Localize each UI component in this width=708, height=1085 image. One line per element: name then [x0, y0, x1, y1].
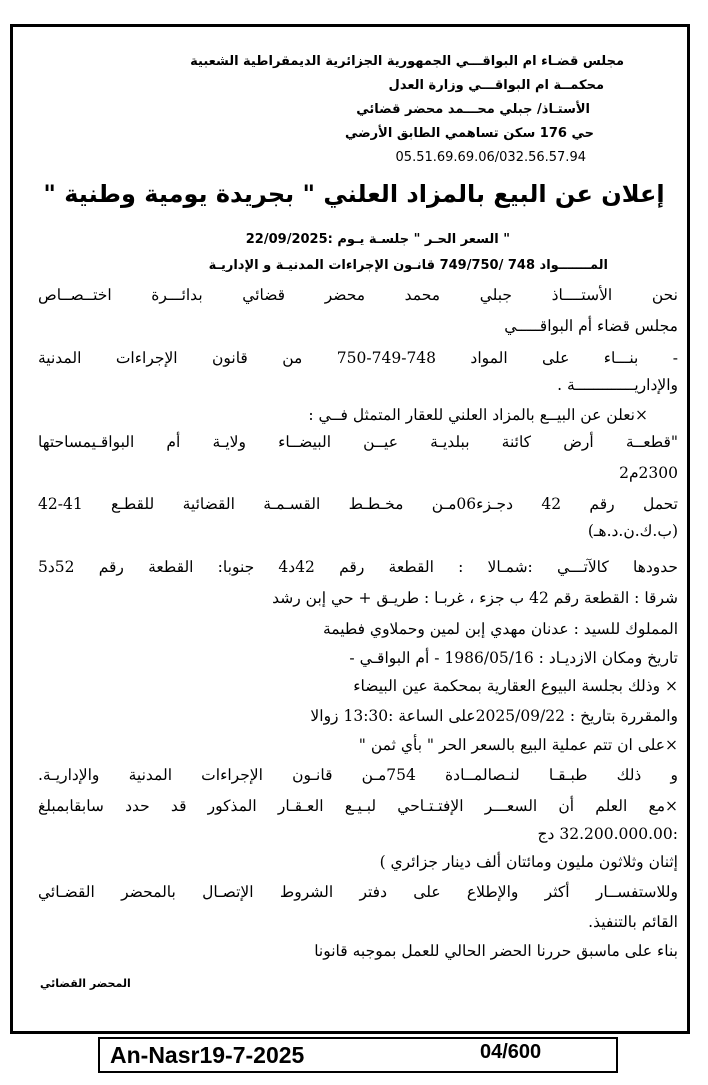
- body-line-07: 2300م2: [619, 464, 678, 482]
- footer-box: [98, 1037, 618, 1073]
- body-line-14: × وذلك بجلسة البيوع العقارية بمحكمة عين البيضاء: [353, 677, 678, 695]
- body-line-03: - بنـــاء على المواد 748-749-750 من قانون الإجراءات المدنية: [38, 349, 678, 367]
- body-line-10: حدودها كالآتـــي :شمـالا : القطعة رقم 42د4 جنوبا: القطعة رقم 52د5: [38, 558, 678, 576]
- body-line-02: مجلس قضاء أم البواقـــــي: [504, 317, 678, 335]
- session-line: " السعر الحـر " جلسـة يـوم :22/09/2025: [245, 232, 510, 247]
- body-line-18: ×مع العلم أن السعـــر الإفتـتـاحي لبـيـع العـقـار المذكور قد حدد سابقابمبلغ: [38, 797, 678, 815]
- body-line-15: والمقررة بتاريخ : 2025/09/22على الساعة :13:30 زوالا: [310, 707, 678, 725]
- body-line-22: القائم بالتنفيذ.: [588, 913, 678, 931]
- body-line-11: شرقا : القطعة رقم 42 ب جزء ، غربـا : طريـق + حي إبن رشد: [272, 589, 678, 607]
- body-line-01: نحن الأستــــاذ جبلي محمد محضر قضائي بدائـــرة اختــصــاص: [38, 286, 678, 304]
- body-line-21: وللاستفســار أكثر والإطلاع على دفتر الشروط الإتصـال بالمحضر القضـائي: [38, 883, 678, 901]
- signer-label: المحضر القضائي: [40, 977, 131, 990]
- footer-newspaper-date: An-Nasr19-7-2025: [110, 1042, 305, 1068]
- body-line-09: (ب.ك.ن.د.هـ): [587, 522, 678, 540]
- body-line-13: تاريخ ومكان الازديـاد : 1986/05/16 - أم البواقـي -: [349, 649, 678, 667]
- articles-line: المـــــــواد 748 /749/750 قانـون الإجراءات المدنيـة و الإداريـة: [208, 258, 608, 273]
- header-line-bailiff-name: الأستـاذ/ جبلي محـــمد محضر قضائي: [356, 102, 590, 117]
- header-line-phones: 05.51.69.69.06/032.56.57.94: [395, 150, 586, 165]
- notice-title: إعلان عن البيع بالمزاد العلني " بجريدة يومية وطنية ": [43, 180, 665, 208]
- body-line-12: المملوك للسيد : عدنان مهدي إبن لمين وحملاوي فطيمة: [322, 620, 678, 638]
- header-line-court-republic: مجلس قضـاء ام البواقـــي الجمهورية الجزائرية الديمقراطية الشعبية: [190, 54, 624, 69]
- body-line-17: و ذلك طبـقـا لنـصالمــادة 754مـن قانـون الإجراءات المدنية والإداريـة.: [38, 766, 678, 784]
- body-line-20: إثنان وثلاثون مليون ومائتان ألف دينار جزائري ): [379, 853, 678, 871]
- header-line-address: حي 176 سكن تساهمي الطابق الأرضي: [344, 126, 594, 141]
- body-line-16: ×على ان تتم عملية البيع بالسعر الحر " بأي ثمن ": [358, 736, 678, 754]
- body-line-04: والإداريـــــــــــــة .: [557, 376, 678, 394]
- body-line-06: "قطعــة أرض كائنة ببلديـة عيــن البيضــاء ولايـة أم البواقـيمساحتها: [38, 433, 678, 451]
- body-line-19: :32.200.000.00 دج: [537, 825, 678, 843]
- body-line-23: بناء على ماسبق حررنا الحضر الحالي للعمل بموجبه قانونا: [314, 942, 678, 960]
- header-line-tribunal-ministry: محكمــة ام البواقـــي وزارة العدل: [388, 78, 604, 93]
- footer-page-number: 04/600: [480, 1041, 542, 1063]
- body-line-05: ×نعلن عن البيــع بالمزاد العلني للعقار المتمثل فــي :: [308, 406, 648, 424]
- body-line-08: تحمل رقم 42 دجـزء06مـن مخـطـط القسـمـة القضائية للقطـع 41-42: [38, 495, 678, 513]
